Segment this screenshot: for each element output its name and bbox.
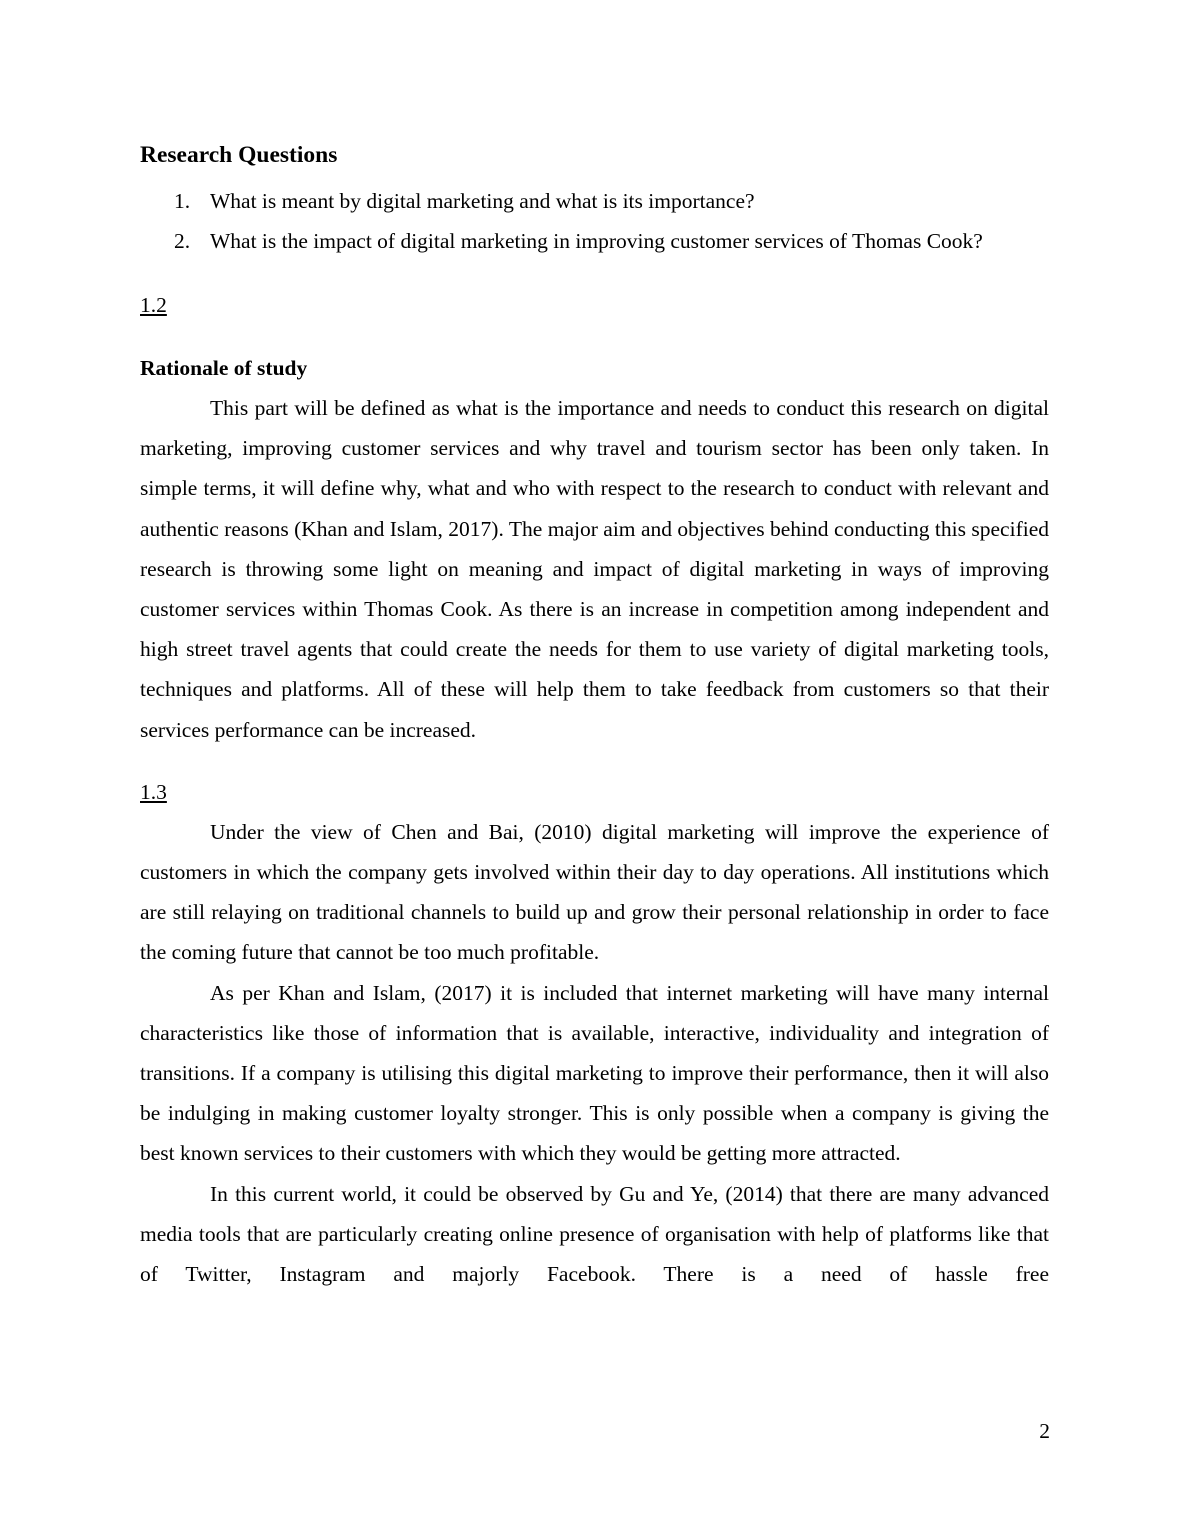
list-item-text: What is the impact of digital marketing in improving customer services of Thomas Cook? xyxy=(210,229,983,253)
research-questions-list xyxy=(140,181,1049,261)
list-item-number: 1. xyxy=(174,189,191,213)
research-questions-heading: Research Questions xyxy=(140,142,338,168)
list-item xyxy=(140,181,1049,221)
list-item-text: What is meant by digital marketing and what is its importance? xyxy=(210,189,755,213)
body-paragraph: As per Khan and Islam, (2017) it is included that internet marketing will have many internal characteristics like those of information that is available, interactive, individuality and integration of transitions. If a company is utilising this digital marketing to improve their performance, then it will also be indulging in making customer loyalty stronger. This is only possible when a company is giving the best known services to their customers with which they would be getting more attracted. xyxy=(140,980,1049,1166)
list-item xyxy=(140,221,1049,261)
section-number-1-3: 1.3 xyxy=(140,779,167,804)
section-number-1-2: 1.2 xyxy=(140,293,167,317)
document-page xyxy=(140,138,1049,1294)
body-paragraph: Under the view of Chen and Bai, (2010) digital marketing will improve the experience of customers in which the company gets involved within their day to day operations. All institutions which are still relaying on traditional channels to build up and grow their personal relationship in order to face the coming future that cannot be too much profitable. xyxy=(140,819,1049,965)
body-paragraph: In this current world, it could be observed by Gu and Ye, (2014) that there are many advanced media tools that are particularly creating online presence of organisation with help of platforms like that of Twitter, Instagram and majorly Facebook. There is a need of hassle free xyxy=(140,1181,1049,1287)
page-number: 2 xyxy=(1039,1419,1050,1443)
rationale-heading: Rationale of study xyxy=(140,356,308,380)
list-item-number: 2. xyxy=(174,229,191,253)
rationale-paragraph: This part will be defined as what is the importance and needs to conduct this research on digital marketing, improving customer services and why travel and tourism sector has been only taken. In simple terms, it will define why, what and who with respect to the research to conduct with relevant and authentic reasons (Khan and Islam, 2017). The major aim and objectives behind conducting this specified research is throwing some light on meaning and impact of digital marketing in ways of improving customer services within Thomas Cook. As there is an increase in competition among independent and high street travel agents that could create the needs for them to use variety of digital marketing tools, techniques and platforms. All of these will help them to take feedback from customers so that their services performance can be increased. xyxy=(140,396,1049,742)
